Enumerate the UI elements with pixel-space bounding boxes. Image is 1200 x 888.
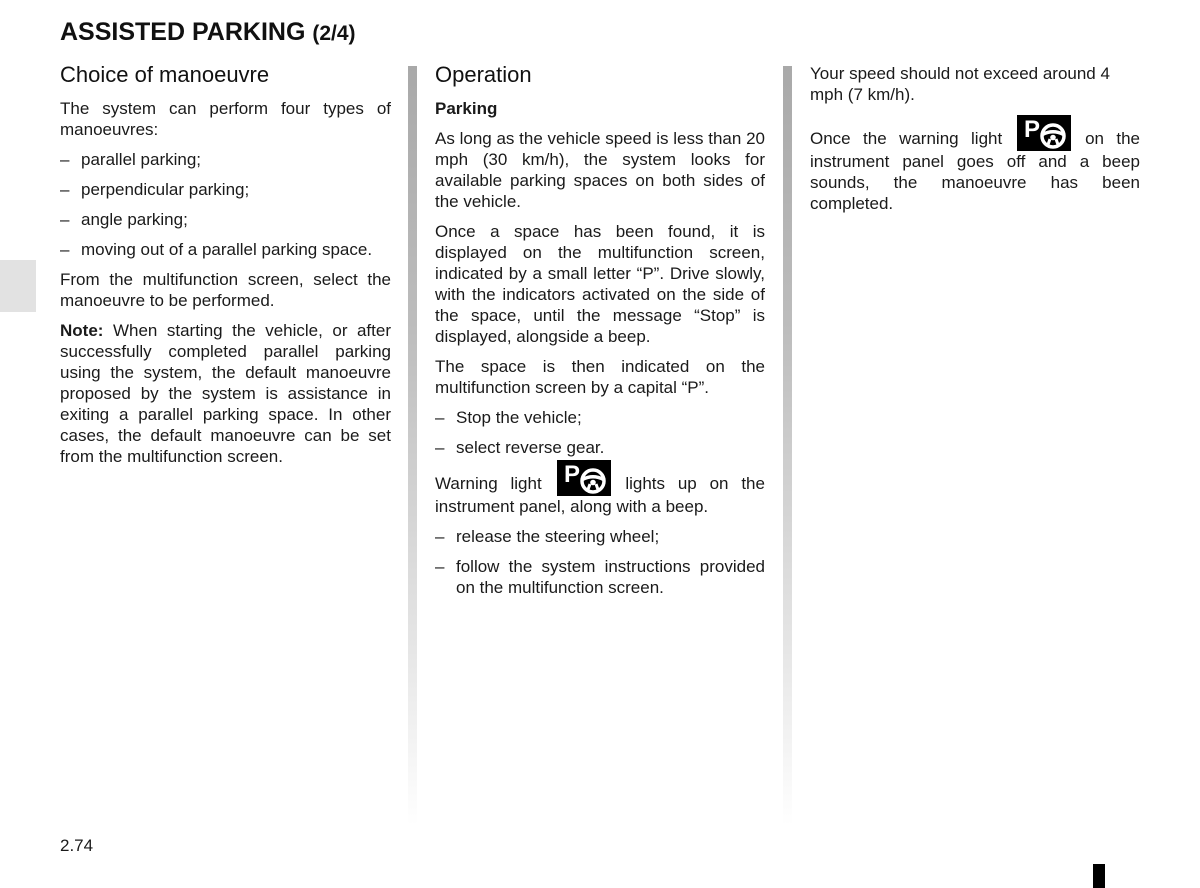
chapter-tab-marker	[0, 260, 36, 312]
page-edge-marker	[1093, 864, 1105, 888]
page-number: 2.74	[60, 836, 94, 855]
manoeuvre-list	[60, 149, 391, 260]
list-item: – angle parking;	[60, 209, 391, 230]
section-heading-operation: Operation	[435, 62, 532, 87]
list-item: – follow the system instructions provided on the multifunction screen.	[435, 556, 765, 598]
column-completion	[810, 63, 1140, 223]
list-item: – release the steering wheel;	[435, 526, 765, 547]
completion-paragraph	[810, 116, 1141, 214]
parking-assist-warning-light-icon	[557, 460, 611, 496]
speed-limit-paragraph: Your speed should not exceed around 4 mph (7 km/h).	[810, 64, 1110, 104]
column-choice-of-manoeuvre	[60, 62, 391, 476]
space-found-paragraph: Once a space has been found, it is displayed on the multifunction screen, indicated by a small letter “P”. Drive slowly, with the indicators activated on the side of the space, until the message “Stop” is displayed, alongside a beep.	[435, 222, 765, 346]
warning-text-after: on the instrument panel goes off and a beep sounds, the manoeuvre has been completed.	[810, 129, 1141, 213]
intro-paragraph: The system can perform four types of manoeuvres:	[60, 99, 391, 139]
list-item: – perpendicular parking;	[60, 179, 391, 200]
page-title-text: ASSISTED PARKING	[60, 18, 306, 46]
column-operation	[435, 62, 765, 607]
warning-text-before: Once the warning light	[810, 129, 1003, 148]
section-heading-choice: Choice of manoeuvre	[60, 62, 270, 87]
list-item: – select reverse gear.	[435, 437, 765, 458]
icon-letter: P	[1023, 116, 1040, 143]
warning-text-after: lights up on the instrument panel, along with a beep.	[435, 474, 765, 516]
warning-text-before: Warning light	[435, 474, 542, 493]
subheading-parking: Parking	[435, 99, 498, 118]
page-title-part: (2/4)	[312, 22, 356, 45]
column-divider-right	[783, 66, 792, 826]
speed-search-paragraph: As long as the vehicle speed is less than 20 mph (30 km/h), the system looks for available parking spaces on both sides of the vehicle.	[435, 129, 765, 211]
list-item: – parallel parking;	[60, 149, 391, 170]
column-divider-left	[408, 66, 417, 826]
icon-letter: P	[563, 461, 580, 488]
parking-assist-warning-light-icon	[1017, 115, 1071, 151]
note-text: When starting the vehicle, or after successfully completed parallel parking using the system, the default manoeuvre proposed by the system is assistance in exiting a parallel parking space. In other cases, the default manoeuvre can be set from the multifunction screen.	[60, 321, 391, 466]
select-paragraph: From the multifunction screen, select the manoeuvre to be performed.	[60, 270, 391, 310]
capital-p-paragraph: The space is then indicated on the multifunction screen by a capital “P”.	[435, 357, 765, 397]
steps-list-2	[435, 526, 765, 598]
page-title	[60, 18, 356, 47]
list-item: – moving out of a parallel parking space.	[60, 239, 391, 260]
steps-list-1	[435, 407, 765, 458]
note-paragraph	[60, 320, 391, 467]
warning-light-paragraph	[435, 461, 765, 517]
list-item: – Stop the vehicle;	[435, 407, 765, 428]
note-label: Note:	[60, 321, 104, 340]
